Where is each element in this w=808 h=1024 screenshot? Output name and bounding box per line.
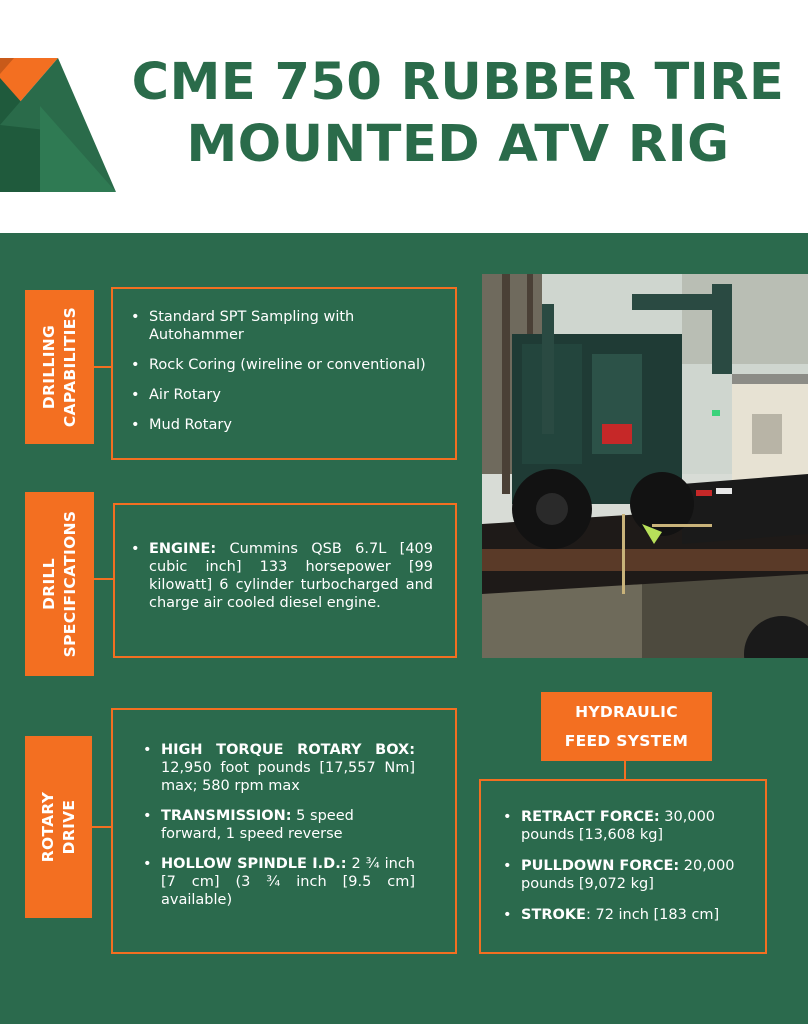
hydraulic-feed-system-tab bbox=[541, 692, 712, 761]
rotary-drive-tab bbox=[25, 736, 92, 918]
rotary-drive-box bbox=[111, 708, 457, 954]
tab-label-line-2: SPECIFICATIONS bbox=[60, 510, 79, 658]
list-item: • RETRACT FORCE: 30,000 pounds [13,608 kg] bbox=[499, 808, 749, 844]
rig-photo bbox=[482, 274, 808, 658]
tab-label-line-1: ROTARY bbox=[38, 791, 57, 863]
drill-specifications-box bbox=[113, 503, 457, 658]
list-item: • ENGINE: Cummins QSB 6.7L [409 cubic inch] 133 horsepower [99 kilowatt] 6 cylinder turbocharged and charge air cooled diesel engine. bbox=[127, 540, 433, 612]
list-item: • PULLDOWN FORCE: 20,000 pounds [9,072 kg] bbox=[499, 857, 749, 893]
page-title bbox=[108, 52, 808, 176]
list-item: • HOLLOW SPINDLE I.D.: 2 ¾ inch [7 cm] (3 ¾ inch [9.5 cm] available) bbox=[139, 855, 415, 909]
list-item: • Standard SPT Sampling with Autohammer bbox=[127, 308, 447, 344]
drilling-capabilities-tab bbox=[25, 290, 94, 444]
list-item: • TRANSMISSION: 5 speed forward, 1 speed reverse bbox=[139, 807, 415, 843]
tab-label-line-1: DRILL bbox=[39, 558, 58, 610]
drilling-capabilities-box bbox=[111, 287, 457, 460]
company-logo-icon bbox=[0, 58, 116, 192]
header bbox=[0, 0, 808, 233]
tab-label-line-2: CAPABILITIES bbox=[60, 306, 79, 428]
connector-line bbox=[94, 578, 114, 580]
rig-photo-image bbox=[482, 274, 808, 658]
list-item: • STROKE: 72 inch [183 cm] bbox=[499, 906, 749, 924]
title-line-1: CME 750 RUBBER TIRE bbox=[131, 53, 785, 112]
hydraulic-feed-system-box bbox=[479, 779, 767, 954]
list-item: • HIGH TORQUE ROTARY BOX: 12,950 foot pounds [17,557 Nm] max; 580 rpm max bbox=[139, 741, 415, 795]
tab-label-line-1: DRILLING bbox=[39, 324, 58, 410]
title-line-2: MOUNTED ATV RIG bbox=[186, 115, 730, 174]
connector-line bbox=[92, 826, 112, 828]
list-item: • Mud Rotary bbox=[127, 416, 447, 434]
tab-label-line-2: DRIVE bbox=[59, 799, 78, 855]
tab-label-line-2: FEED SYSTEM bbox=[564, 732, 689, 750]
list-item: • Rock Coring (wireline or conventional) bbox=[127, 356, 447, 374]
tab-label-line-1: HYDRAULIC bbox=[575, 703, 678, 721]
connector-line bbox=[94, 366, 112, 368]
connector-line bbox=[624, 761, 626, 780]
drill-specifications-tab bbox=[25, 492, 94, 676]
list-item: • Air Rotary bbox=[127, 386, 447, 404]
